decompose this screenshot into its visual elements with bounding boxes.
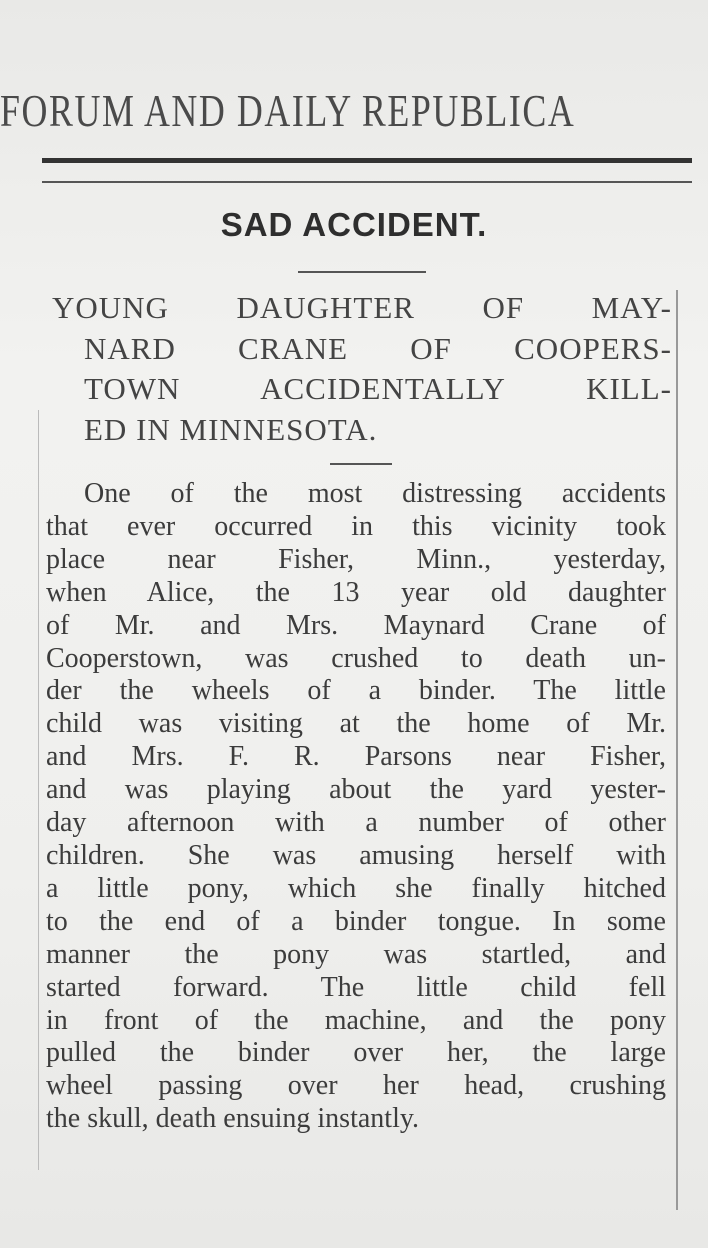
- body-line: in front of the machine, and the pony: [46, 1004, 666, 1036]
- body-line: place near Fisher, Minn., yesterday,: [46, 543, 666, 575]
- body-line: that ever occurred in this vicinity took: [46, 510, 666, 542]
- body-line: Cooperstown, was crushed to death un-: [46, 642, 666, 674]
- masthead-title: FORUM AND DAILY REPUBLICA: [0, 85, 576, 136]
- body-line: children. She was amusing herself with: [46, 839, 666, 871]
- subhead-line: YOUNG DAUGHTER OF MAY-: [52, 290, 672, 325]
- body-line: day afternoon with a number of other: [46, 807, 666, 839]
- masthead-rule-thick: [42, 158, 692, 163]
- body-line: the skull, death ensuing instantly.: [46, 1103, 420, 1135]
- article-subhead: [52, 288, 672, 450]
- masthead-rule-thin: [42, 181, 692, 183]
- subhead-divider: [330, 463, 392, 465]
- body-line: manner the pony was startled, and: [46, 938, 666, 970]
- body-line: to the end of a binder tongue. In some: [46, 905, 666, 937]
- body-line: One of the most distressing accidents: [84, 478, 666, 509]
- column-border-left: [38, 410, 39, 1170]
- body-line: child was visiting at the home of Mr.: [46, 708, 666, 740]
- body-line: pulled the binder over her, the large: [46, 1037, 666, 1069]
- subhead-line: ED IN MINNESOTA.: [84, 411, 378, 447]
- body-line: of Mr. and Mrs. Maynard Crane of: [46, 609, 666, 641]
- subhead-line: NARD CRANE OF COOPERS-: [84, 330, 672, 366]
- body-line: and Mrs. F. R. Parsons near Fisher,: [46, 741, 666, 773]
- article-body: [46, 478, 666, 1136]
- body-line: der the wheels of a binder. The little: [46, 675, 666, 707]
- body-line: and was playing about the yard yester-: [46, 774, 666, 806]
- body-line: started forward. The little child fell: [46, 971, 666, 1003]
- body-line: a little pony, which she finally hitched: [46, 872, 666, 904]
- subhead-line: TOWN ACCIDENTALLY KILL-: [84, 371, 672, 406]
- body-line: when Alice, the 13 year old daughter: [46, 576, 666, 608]
- column-border-right: [676, 290, 678, 1210]
- article-headline: SAD ACCIDENT.: [220, 206, 488, 243]
- headline-divider: [298, 271, 426, 273]
- body-line: wheel passing over her head, crushing: [46, 1070, 666, 1102]
